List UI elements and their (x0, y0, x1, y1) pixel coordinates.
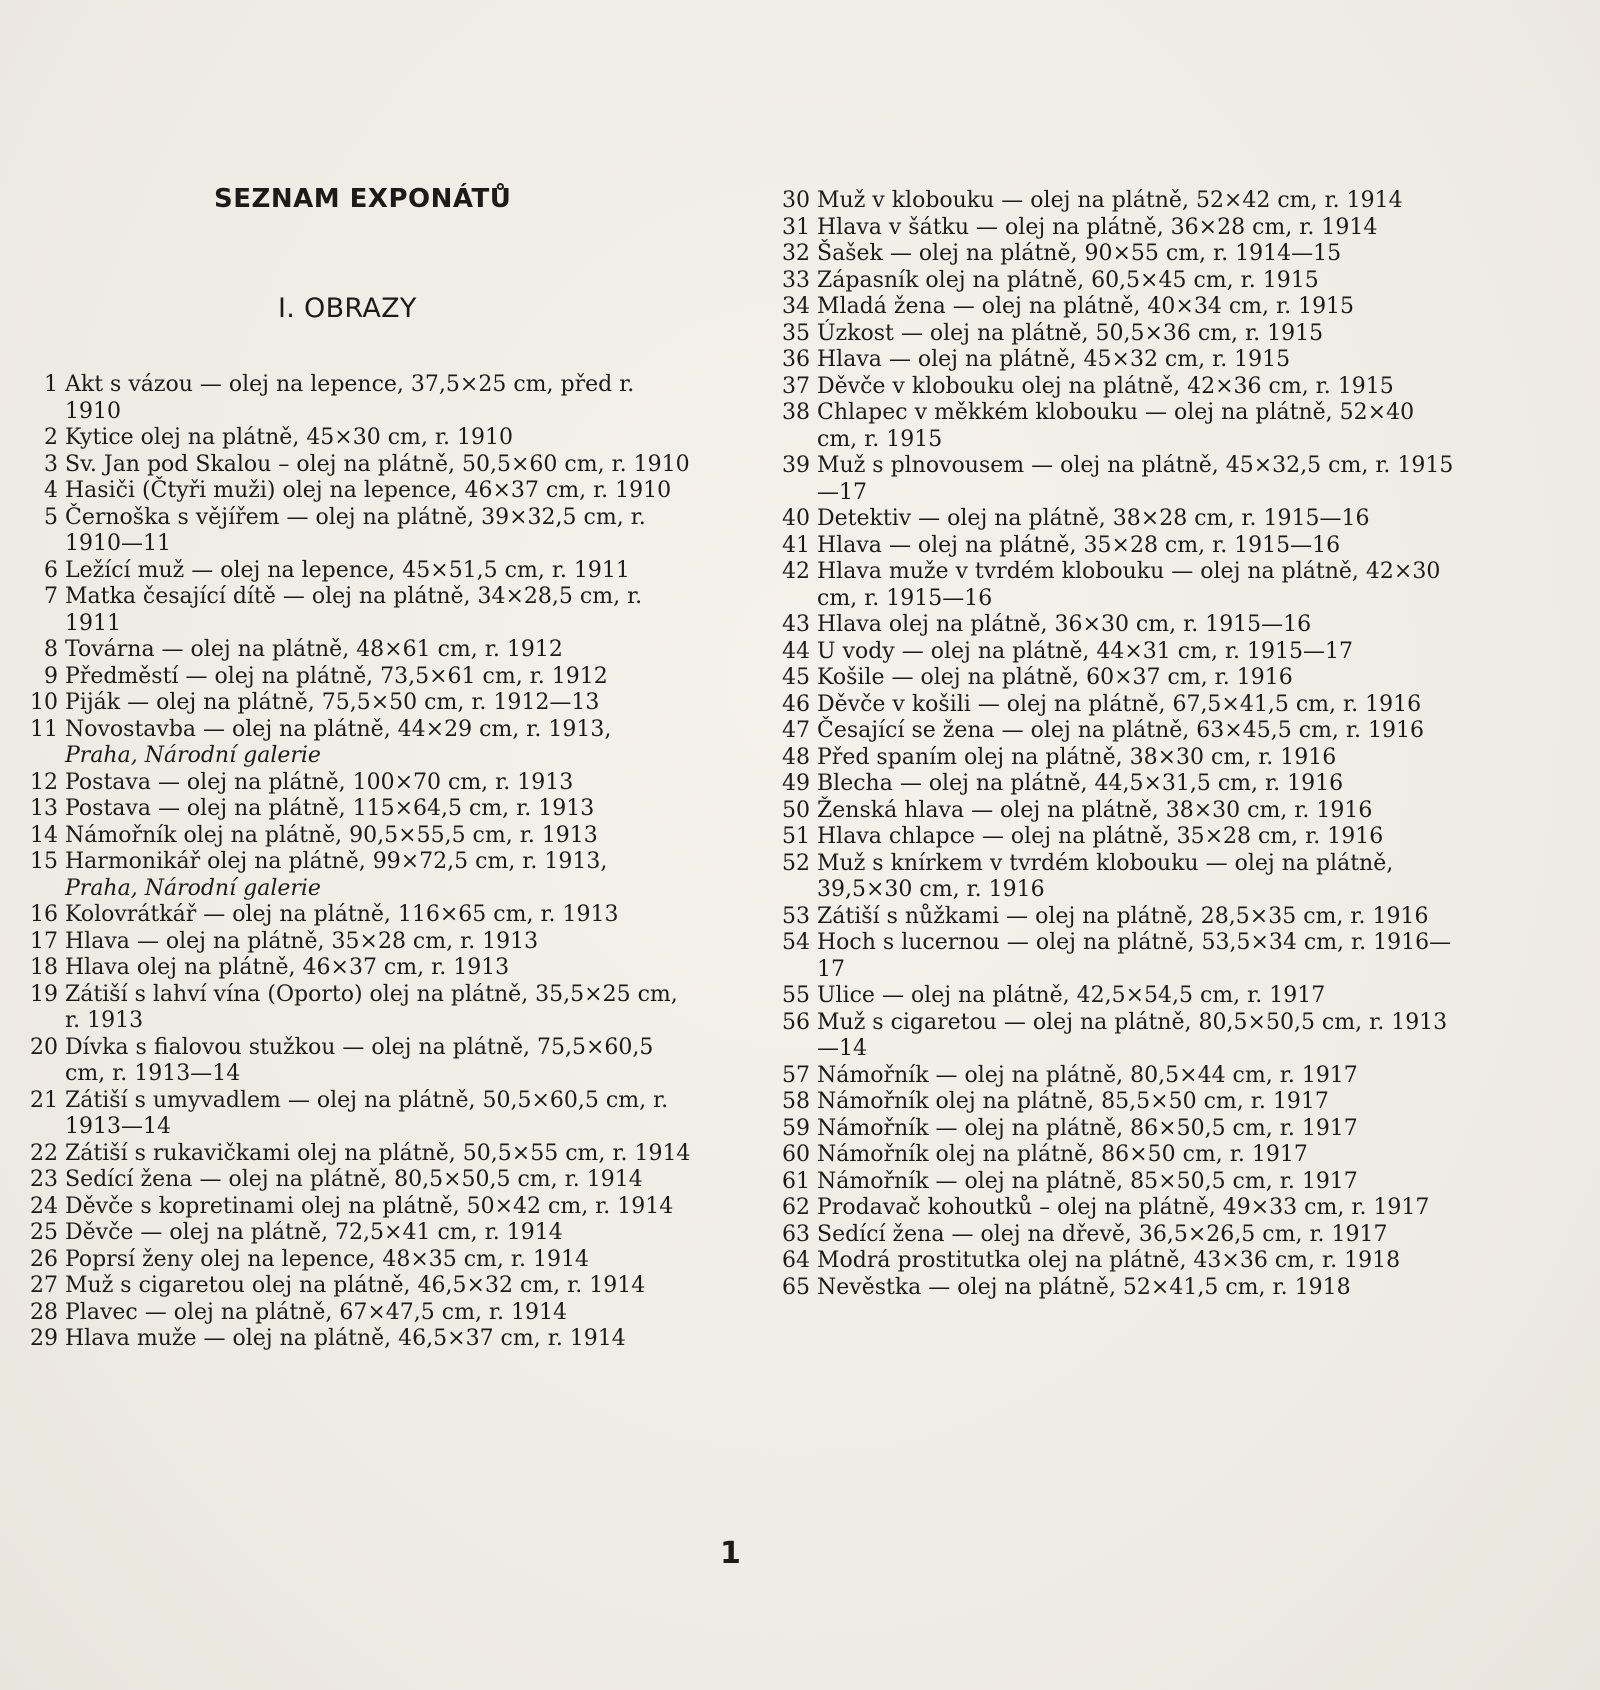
exhibit-description (65, 955, 694, 982)
exhibit-description (65, 478, 694, 505)
exhibit-text: Česající se žena — olej na plátně, 63×45,5 cm, r. 1916 (817, 718, 1424, 743)
exhibit-number: 15 (30, 849, 58, 874)
exhibit-number: 39 (782, 453, 810, 478)
exhibit-number: 3 (44, 451, 58, 477)
exhibit-location-note: Praha, Národní galerie (65, 875, 321, 901)
exhibit-entry (26, 955, 694, 982)
exhibit-number: 1 (44, 372, 58, 397)
exhibit-description (65, 1326, 694, 1353)
exhibit-description (817, 559, 1460, 612)
exhibit-entry (26, 1247, 694, 1274)
exhibit-entry (770, 268, 1460, 295)
exhibit-entry (26, 1220, 694, 1247)
exhibit-entry (770, 453, 1460, 506)
exhibit-number: 41 (782, 532, 810, 558)
exhibit-description (65, 558, 694, 585)
exhibit-number: 17 (30, 928, 58, 954)
exhibit-entry (770, 1169, 1460, 1196)
exhibit-entry (770, 1010, 1460, 1063)
exhibit-description (65, 1247, 694, 1274)
exhibit-number: 20 (30, 1034, 58, 1060)
exhibit-text: Hlava olej na plátně, 46×37 cm, r. 1913 (65, 955, 510, 980)
exhibit-entry (770, 983, 1460, 1010)
exhibit-text: Hlava olej na plátně, 36×30 cm, r. 1915—16 (817, 612, 1312, 637)
exhibit-number: 6 (44, 557, 58, 583)
exhibit-number: 34 (782, 294, 810, 319)
exhibit-text: Hlava muže — olej na plátně, 46,5×37 cm, r. 1914 (65, 1326, 626, 1351)
exhibit-text: Plavec — olej na plátně, 67×47,5 cm, r. 1914 (65, 1299, 568, 1325)
exhibit-list-left (26, 372, 694, 1353)
exhibit-number: 10 (30, 690, 58, 715)
exhibit-number: 28 (30, 1299, 58, 1325)
exhibit-text: Zátiší s lahví vína (Oporto) olej na plátně, 35,5×25 cm, r. 1913 (65, 981, 678, 1033)
exhibit-description (65, 1300, 694, 1327)
exhibit-entry (770, 374, 1460, 401)
exhibit-description (817, 347, 1460, 374)
exhibit-entry (770, 798, 1460, 825)
exhibit-text: Sedící žena — olej na dřevě, 36,5×26,5 cm, r. 1917 (817, 1221, 1388, 1247)
exhibit-description (817, 1010, 1460, 1063)
exhibit-entry (26, 902, 694, 929)
exhibit-entry (770, 1116, 1460, 1143)
exhibit-entry (770, 533, 1460, 560)
exhibit-description (65, 1194, 694, 1221)
exhibit-text: Muž v klobouku — olej na plátně, 52×42 cm, r. 1914 (817, 188, 1403, 213)
exhibit-entry (770, 1195, 1460, 1222)
exhibit-description (65, 1035, 694, 1088)
exhibit-number: 22 (30, 1140, 58, 1166)
exhibit-entry (770, 692, 1460, 719)
exhibit-number: 4 (44, 478, 58, 503)
exhibit-text: Mladá žena — olej na plátně, 40×34 cm, r. 1915 (817, 294, 1355, 319)
exhibit-entry (26, 1194, 694, 1221)
exhibit-description (817, 718, 1460, 745)
exhibit-description (817, 851, 1460, 904)
exhibit-text: Sedící žena — olej na plátně, 80,5×50,5 cm, r. 1914 (65, 1167, 643, 1192)
exhibit-number: 16 (30, 902, 58, 927)
exhibit-number: 2 (44, 425, 58, 450)
exhibit-entry (770, 559, 1460, 612)
exhibit-description (817, 188, 1460, 215)
exhibit-text: Hlava — olej na plátně, 35×28 cm, r. 1913 (65, 928, 539, 954)
exhibit-text: Námořník — olej na plátně, 80,5×44 cm, r. 1917 (817, 1062, 1358, 1088)
exhibit-description (65, 796, 694, 823)
exhibit-description (817, 533, 1460, 560)
exhibit-text: Zátiší s nůžkami — olej na plátně, 28,5×35 cm, r. 1916 (817, 903, 1429, 929)
exhibit-number: 58 (782, 1089, 810, 1114)
exhibit-text: Zátiší s umyvadlem — olej na plátně, 50,5×60,5 cm, r. 1913—14 (65, 1087, 669, 1139)
exhibit-entry (26, 584, 694, 637)
exhibit-description (65, 1273, 694, 1300)
exhibit-description (817, 294, 1460, 321)
exhibit-number: 32 (782, 241, 810, 266)
exhibit-text: Hlava chlapce — olej na plátně, 35×28 cm, r. 1916 (817, 824, 1384, 849)
exhibit-number: 42 (782, 559, 810, 584)
exhibit-description (817, 453, 1460, 506)
exhibit-entry (770, 639, 1460, 666)
exhibit-description (817, 321, 1460, 348)
exhibit-entry (770, 400, 1460, 453)
exhibit-text: Hasiči (Čtyři muži) olej na lepence, 46×37 cm, r. 1910 (65, 478, 672, 503)
exhibit-entry (770, 1142, 1460, 1169)
exhibit-text: Prodavač kohoutků – olej na plátně, 49×33 cm, r. 1917 (817, 1195, 1430, 1220)
exhibit-description (817, 930, 1460, 983)
exhibit-text: Černoška s vějířem — olej na plátně, 39×32,5 cm, r. 1910—11 (65, 504, 646, 556)
exhibit-location-note: Praha, Národní galerie (65, 743, 321, 768)
exhibit-description (65, 982, 694, 1035)
exhibit-description (65, 770, 694, 797)
exhibit-text: Matka česající dítě — olej na plátně, 34×28,5 cm, r. 1911 (65, 584, 643, 636)
exhibit-entry (26, 452, 694, 479)
exhibit-entry (26, 664, 694, 691)
exhibit-text: Muž s cigaretou olej na plátně, 46,5×32 cm, r. 1914 (65, 1273, 646, 1298)
exhibit-number: 12 (30, 769, 58, 795)
exhibit-number: 36 (782, 347, 810, 372)
exhibit-number: 55 (782, 983, 810, 1008)
exhibit-entry (770, 771, 1460, 798)
exhibit-number: 5 (44, 504, 58, 530)
exhibit-entry (770, 1275, 1460, 1302)
exhibit-number: 25 (30, 1220, 58, 1245)
exhibit-description (817, 665, 1460, 692)
exhibit-description (65, 1141, 694, 1168)
exhibit-number: 29 (30, 1326, 58, 1351)
exhibit-text: Námořník — olej na plátně, 85×50,5 cm, r. 1917 (817, 1168, 1358, 1194)
exhibit-number: 13 (30, 796, 58, 821)
exhibit-text: Chlapec v měkkém klobouku — olej na plátně, 52×40 cm, r. 1915 (817, 400, 1415, 452)
exhibit-description (65, 690, 694, 717)
exhibit-number: 8 (44, 637, 58, 662)
exhibit-description (817, 1116, 1460, 1143)
exhibit-entry (770, 1089, 1460, 1116)
exhibit-entry (26, 558, 694, 585)
exhibit-description (817, 506, 1460, 533)
exhibit-number: 40 (782, 506, 810, 531)
exhibit-entry (770, 215, 1460, 242)
exhibit-number: 59 (782, 1115, 810, 1141)
exhibit-text: Novostavba — olej na plátně, 44×29 cm, r. 1913, (65, 716, 612, 742)
exhibit-entry (770, 241, 1460, 268)
exhibit-description (65, 717, 694, 770)
exhibit-entry (770, 1248, 1460, 1275)
exhibit-text: Sv. Jan pod Skalou – olej na plátně, 50,5×60 cm, r. 1910 (65, 451, 690, 477)
exhibit-entry (770, 824, 1460, 851)
exhibit-description (817, 1089, 1460, 1116)
exhibit-number: 9 (44, 663, 58, 689)
exhibit-entry (770, 506, 1460, 533)
exhibit-entry (770, 745, 1460, 772)
exhibit-text: Předměstí — olej na plátně, 73,5×61 cm, r. 1912 (65, 663, 608, 689)
exhibit-number: 38 (782, 400, 810, 425)
exhibit-number: 33 (782, 267, 810, 293)
exhibit-text: Námořník olej na plátně, 90,5×55,5 cm, r. 1913 (65, 822, 598, 848)
exhibit-entry (770, 665, 1460, 692)
exhibit-number: 62 (782, 1195, 810, 1220)
exhibit-description (817, 1195, 1460, 1222)
exhibit-text: Muž s cigaretou — olej na plátně, 80,5×50,5 cm, r. 1913—14 (817, 1009, 1448, 1061)
exhibit-description (817, 1063, 1460, 1090)
exhibit-text: Poprsí ženy olej na lepence, 48×35 cm, r. 1914 (65, 1246, 589, 1272)
exhibit-description (817, 904, 1460, 931)
exhibit-text: Piják — olej na plátně, 75,5×50 cm, r. 1912—13 (65, 690, 600, 715)
exhibit-description (65, 902, 694, 929)
exhibit-entry (770, 718, 1460, 745)
exhibit-description (65, 505, 694, 558)
exhibit-text: Dívka s fialovou stužkou — olej na plátně, 75,5×60,5 cm, r. 1913—14 (65, 1034, 654, 1086)
exhibit-number: 50 (782, 797, 810, 823)
exhibit-description (65, 823, 694, 850)
exhibit-entry (26, 1141, 694, 1168)
exhibit-description (65, 452, 694, 479)
exhibit-number: 54 (782, 930, 810, 955)
exhibit-text: Zátiší s rukavičkami olej na plátně, 50,5×55 cm, r. 1914 (65, 1140, 691, 1166)
exhibit-entry (26, 690, 694, 717)
exhibit-text: Zápasník olej na plátně, 60,5×45 cm, r. 1915 (817, 267, 1319, 293)
exhibit-text: Děvče v košili — olej na plátně, 67,5×41,5 cm, r. 1916 (817, 691, 1422, 717)
exhibit-description (65, 664, 694, 691)
exhibit-description (817, 1222, 1460, 1249)
exhibit-entry (26, 478, 694, 505)
exhibit-entry (770, 347, 1460, 374)
exhibit-entry (26, 1167, 694, 1194)
exhibit-number: 47 (782, 718, 810, 743)
exhibit-number: 49 (782, 771, 810, 796)
exhibit-entry (770, 294, 1460, 321)
exhibit-entry (770, 851, 1460, 904)
exhibit-number: 26 (30, 1246, 58, 1272)
exhibit-text: Hoch s lucernou — olej na plátně, 53,5×34 cm, r. 1916—17 (817, 930, 1452, 982)
exhibit-description (65, 849, 694, 902)
page-number: 1 (720, 1536, 741, 1571)
exhibit-number: 31 (782, 214, 810, 240)
exhibit-description (65, 1088, 694, 1141)
exhibit-text: Námořník olej na plátně, 85,5×50 cm, r. 1917 (817, 1089, 1329, 1114)
page-title: SEZNAM EXPONÁTŮ (214, 184, 512, 214)
exhibit-text: Harmonikář olej na plátně, 99×72,5 cm, r. 1913, (65, 849, 608, 874)
exhibit-text: Postava — olej na plátně, 100×70 cm, r. 1913 (65, 769, 574, 795)
exhibit-text: Námořník — olej na plátně, 86×50,5 cm, r. 1917 (817, 1115, 1358, 1141)
exhibit-text: Modrá prostitutka olej na plátně, 43×36 cm, r. 1918 (817, 1248, 1401, 1273)
exhibit-description (65, 929, 694, 956)
exhibit-entry (26, 796, 694, 823)
exhibit-description (817, 241, 1460, 268)
exhibit-text: Blecha — olej na plátně, 44,5×31,5 cm, r. 1916 (817, 771, 1344, 796)
exhibit-description (817, 771, 1460, 798)
exhibit-entry (26, 637, 694, 664)
exhibit-number: 65 (782, 1274, 810, 1300)
exhibit-entry (26, 505, 694, 558)
exhibit-description (817, 639, 1460, 666)
exhibit-number: 52 (782, 850, 810, 876)
exhibit-text: Továrna — olej na plátně, 48×61 cm, r. 1912 (65, 637, 563, 662)
exhibit-text: Košile — olej na plátně, 60×37 cm, r. 1916 (817, 665, 1293, 690)
exhibit-entry (770, 904, 1460, 931)
exhibit-number: 60 (782, 1142, 810, 1167)
exhibit-number: 46 (782, 691, 810, 717)
exhibit-entry (26, 982, 694, 1035)
exhibit-text: Ulice — olej na plátně, 42,5×54,5 cm, r. 1917 (817, 983, 1326, 1008)
exhibit-number: 14 (30, 822, 58, 848)
exhibit-entry (26, 849, 694, 902)
exhibit-number: 44 (782, 638, 810, 664)
exhibit-entry (26, 770, 694, 797)
exhibit-description (817, 824, 1460, 851)
exhibit-number: 30 (782, 188, 810, 213)
exhibit-text: Kolovrátkář — olej na plátně, 116×65 cm, r. 1913 (65, 902, 619, 927)
exhibit-description (817, 215, 1460, 242)
exhibit-number: 23 (30, 1167, 58, 1192)
exhibit-entry (26, 1326, 694, 1353)
exhibit-entry (26, 1088, 694, 1141)
exhibit-description (65, 1167, 694, 1194)
exhibit-description (817, 798, 1460, 825)
exhibit-number: 56 (782, 1009, 810, 1035)
exhibit-text: Ležící muž — olej na lepence, 45×51,5 cm, r. 1911 (65, 557, 630, 583)
exhibit-entry (26, 823, 694, 850)
exhibit-entry (770, 612, 1460, 639)
exhibit-number: 63 (782, 1221, 810, 1247)
exhibit-entry (26, 1035, 694, 1088)
exhibit-description (817, 983, 1460, 1010)
exhibit-description (817, 1169, 1460, 1196)
exhibit-text: Děvče s kopretinami olej na plátně, 50×42 cm, r. 1914 (65, 1193, 674, 1219)
exhibit-entry (770, 930, 1460, 983)
exhibit-number: 21 (30, 1087, 58, 1113)
exhibit-text: Hlava — olej na plátně, 45×32 cm, r. 1915 (817, 347, 1291, 372)
exhibit-entry (26, 1300, 694, 1327)
exhibit-description (817, 612, 1460, 639)
exhibit-description (817, 1275, 1460, 1302)
exhibit-number: 45 (782, 665, 810, 690)
exhibit-text: Ženská hlava — olej na plátně, 38×30 cm, r. 1916 (817, 797, 1373, 823)
exhibit-entry (770, 321, 1460, 348)
exhibit-description (817, 745, 1460, 772)
exhibit-number: 64 (782, 1248, 810, 1273)
exhibit-number: 11 (30, 716, 58, 742)
exhibit-entry (770, 188, 1460, 215)
exhibit-description (817, 1142, 1460, 1169)
exhibit-text: Nevěstka — olej na plátně, 52×41,5 cm, r. 1918 (817, 1274, 1351, 1300)
exhibit-description (817, 692, 1460, 719)
exhibit-text: Děvče — olej na plátně, 72,5×41 cm, r. 1914 (65, 1220, 563, 1245)
exhibit-text: Námořník olej na plátně, 86×50 cm, r. 1917 (817, 1142, 1308, 1167)
exhibit-number: 35 (782, 320, 810, 346)
exhibit-entry (26, 372, 694, 425)
exhibit-description (817, 1248, 1460, 1275)
exhibit-entry (770, 1222, 1460, 1249)
exhibit-description (817, 400, 1460, 453)
exhibit-description (65, 637, 694, 664)
exhibit-text: Hlava muže v tvrdém klobouku — olej na plátně, 42×30 cm, r. 1915—16 (817, 559, 1441, 611)
exhibit-text: Kytice olej na plátně, 45×30 cm, r. 1910 (65, 425, 513, 450)
exhibit-text: Úzkost — olej na plátně, 50,5×36 cm, r. 1915 (817, 320, 1324, 346)
exhibit-text: Postava — olej na plátně, 115×64,5 cm, r. 1913 (65, 796, 595, 821)
exhibit-number: 27 (30, 1273, 58, 1298)
exhibit-number: 24 (30, 1193, 58, 1219)
exhibit-text: Hlava v šátku — olej na plátně, 36×28 cm, r. 1914 (817, 214, 1378, 240)
exhibit-text: Muž s knírkem v tvrdém klobouku — olej na plátně, 39,5×30 cm, r. 1916 (817, 850, 1394, 902)
exhibit-entry (26, 929, 694, 956)
exhibit-text: Před spaním olej na plátně, 38×30 cm, r. 1916 (817, 744, 1337, 770)
exhibit-number: 18 (30, 955, 58, 980)
exhibit-number: 37 (782, 373, 810, 399)
exhibit-entry (26, 717, 694, 770)
exhibit-description (65, 1220, 694, 1247)
exhibit-entry (26, 425, 694, 452)
exhibit-number: 51 (782, 824, 810, 849)
exhibit-description (65, 584, 694, 637)
exhibit-description (817, 268, 1460, 295)
exhibit-text: Děvče v klobouku olej na plátně, 42×36 cm, r. 1915 (817, 373, 1394, 399)
exhibit-number: 48 (782, 744, 810, 770)
section-heading: I. OBRAZY (278, 293, 417, 324)
exhibit-entry (770, 1063, 1460, 1090)
exhibit-text: Detektiv — olej na plátně, 38×28 cm, r. 1915—16 (817, 506, 1370, 531)
exhibit-number: 43 (782, 612, 810, 637)
exhibit-text: Šašek — olej na plátně, 90×55 cm, r. 1914—15 (817, 241, 1342, 266)
exhibit-number: 61 (782, 1168, 810, 1194)
exhibit-number: 53 (782, 903, 810, 929)
exhibit-number: 57 (782, 1062, 810, 1088)
exhibit-description (817, 374, 1460, 401)
exhibit-text: Hlava — olej na plátně, 35×28 cm, r. 1915—16 (817, 532, 1341, 558)
exhibit-description (65, 425, 694, 452)
exhibit-description (65, 372, 694, 425)
exhibit-number: 7 (44, 584, 58, 609)
exhibit-text: U vody — olej na plátně, 44×31 cm, r. 1915—17 (817, 638, 1354, 664)
exhibit-number: 19 (30, 981, 58, 1007)
exhibit-entry (26, 1273, 694, 1300)
exhibit-text: Muž s plnovousem — olej na plátně, 45×32,5 cm, r. 1915—17 (817, 453, 1454, 505)
exhibit-text: Akt s vázou — olej na lepence, 37,5×25 cm, před r. 1910 (65, 372, 635, 424)
exhibit-list-right (770, 188, 1460, 1301)
